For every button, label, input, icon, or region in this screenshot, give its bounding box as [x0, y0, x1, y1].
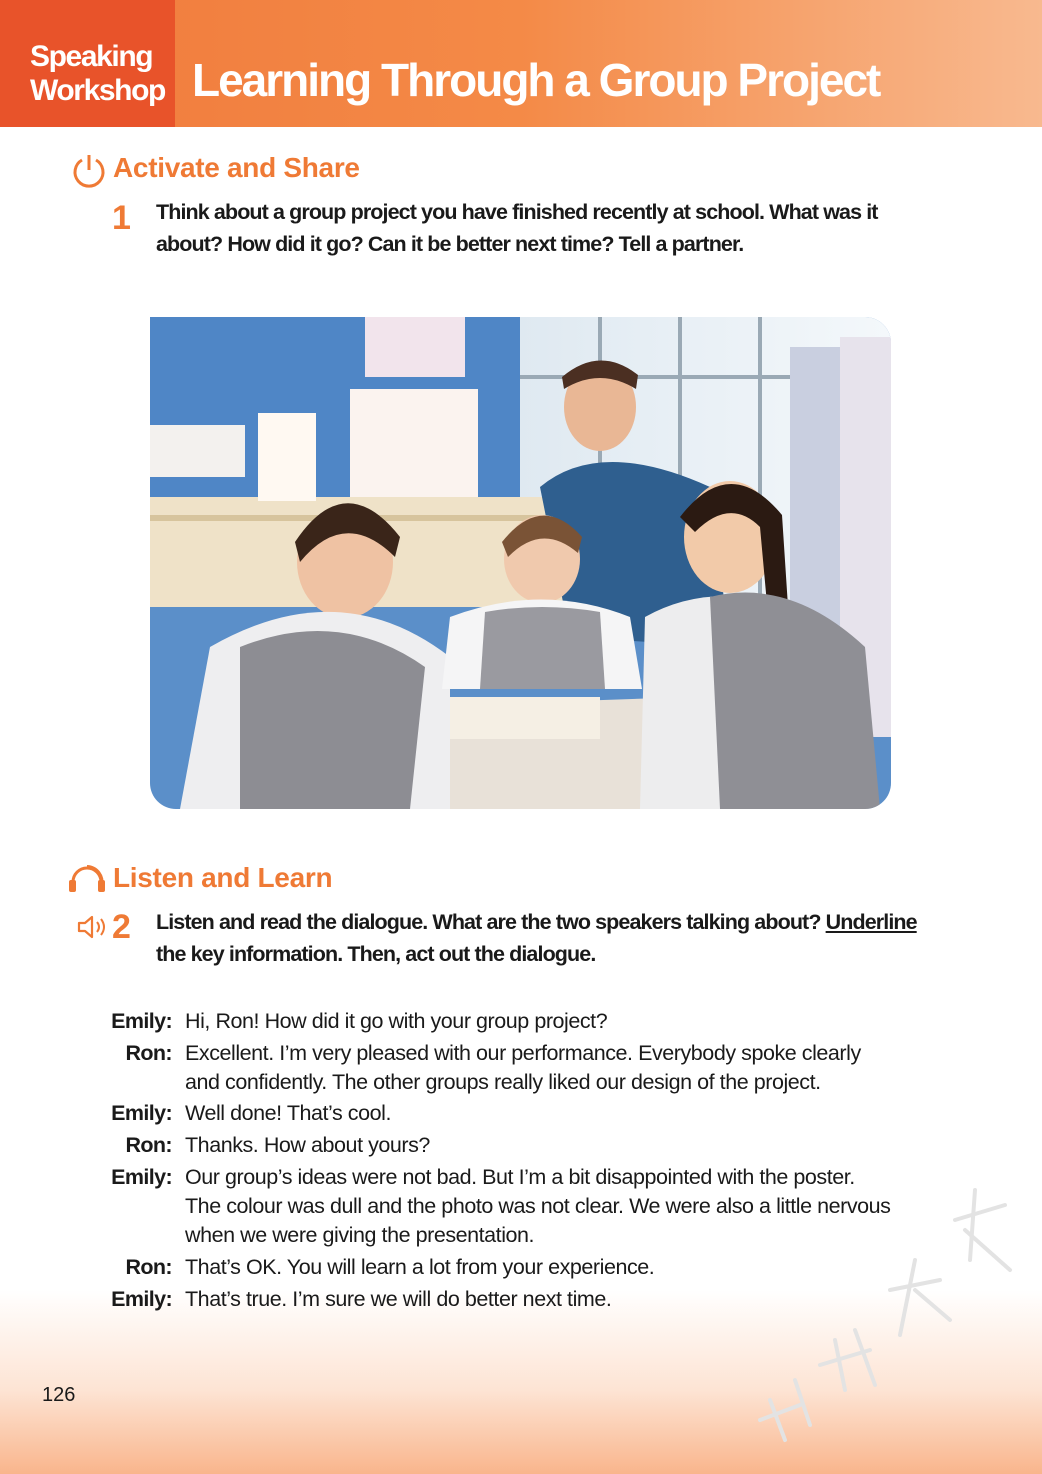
headphones-icon — [66, 858, 108, 898]
tag-line-speaking: Speaking — [30, 40, 153, 73]
dialogue-line: That’s OK. You will learn a lot from your experience. — [185, 1255, 655, 1279]
speaker-emily: Emily: — [111, 1101, 172, 1125]
speaker-icon[interactable] — [76, 914, 110, 940]
section-heading-activate: Activate and Share — [113, 152, 360, 183]
instruction-2-text: Listen and read the dialogue. What are the two speakers talking about? — [156, 910, 821, 934]
section-tag — [0, 0, 175, 127]
dialogue-line: Well done! That’s cool. — [185, 1101, 391, 1125]
page-title: Learning Through a Group Project — [192, 54, 880, 106]
section-heading-listen: Listen and Learn — [113, 862, 333, 893]
dialogue-line: Excellent. I’m very pleased with our performance. Everybody spoke clearly — [185, 1041, 861, 1065]
header-banner — [0, 0, 1042, 127]
dialogue-line: That’s true. I’m sure we will do better next time. — [185, 1287, 612, 1311]
page-number: 126 — [42, 1384, 76, 1406]
dialogue-line: and confidently. The other groups really liked our design of the project. — [185, 1070, 821, 1094]
speaker-emily: Emily: — [111, 1287, 172, 1311]
dialogue-line: Our group’s ideas were not bad. But I’m a bit disappointed with the poster. — [185, 1165, 855, 1189]
power-icon — [70, 152, 108, 190]
speaker-emily: Emily: — [111, 1165, 172, 1189]
underline-keyword: Underline — [825, 910, 917, 934]
speaker-ron: Ron: — [125, 1041, 172, 1065]
speaker-ron: Ron: — [125, 1255, 172, 1279]
question-number-1: 1 — [112, 199, 131, 237]
instruction-1-line-2: about? How did it go? Can it be better next time? Tell a partner. — [156, 232, 744, 256]
speaker-ron: Ron: — [125, 1133, 172, 1157]
instruction-2-line-1 — [156, 906, 917, 938]
dialogue-line: Thanks. How about yours? — [185, 1133, 430, 1157]
question-number-2: 2 — [112, 908, 131, 946]
publisher-watermark — [740, 1150, 1030, 1450]
dialogue-line: Hi, Ron! How did it go with your group project? — [185, 1009, 608, 1033]
classroom-photo — [150, 317, 891, 809]
dialogue-line: when we were giving the presentation. — [185, 1223, 535, 1247]
tag-line-workshop: Workshop — [30, 74, 165, 107]
dialogue-line: The colour was dull and the photo was not clear. We were also a little nervous — [185, 1194, 891, 1218]
instruction-1-line-1: Think about a group project you have finished recently at school. What was it — [156, 200, 878, 224]
speaker-emily: Emily: — [111, 1009, 172, 1033]
instruction-2-line-2: the key information. Then, act out the dialogue. — [156, 942, 596, 966]
